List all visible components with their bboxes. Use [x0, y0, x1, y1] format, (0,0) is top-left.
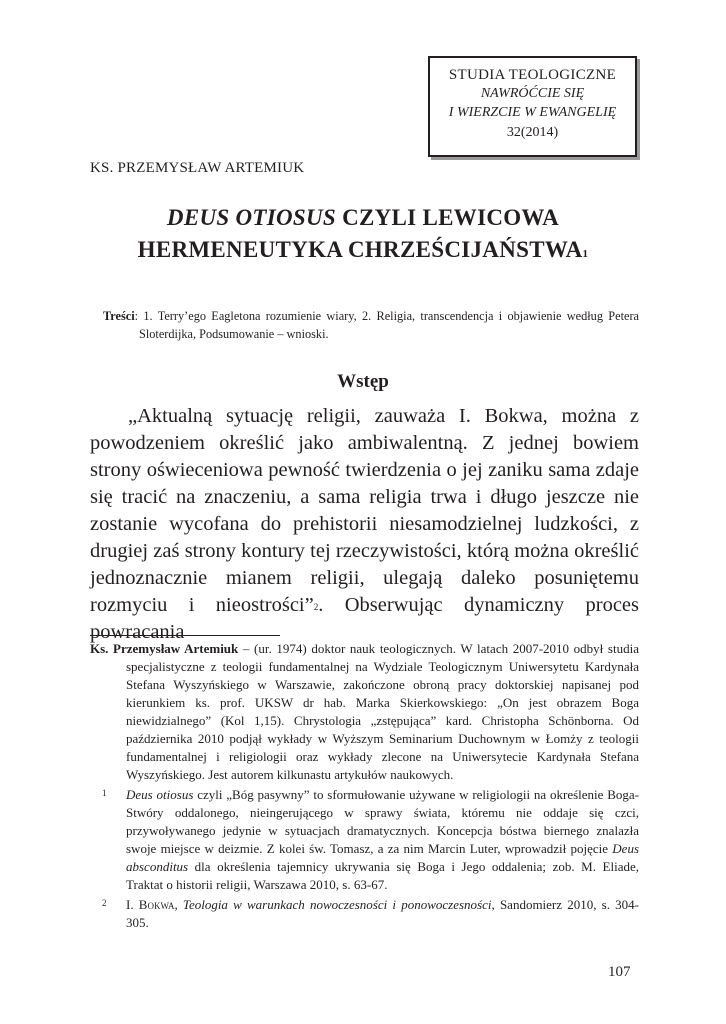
footnote-1-italic2: Deus absconditus: [126, 841, 639, 874]
footnote-1-number: 1: [102, 788, 107, 798]
title-italic-part: DEUS OTIOSUS: [166, 205, 337, 230]
footnote-rule: [90, 635, 280, 636]
footnote-2-author: Bokwa: [138, 897, 175, 912]
article-contents: [103, 307, 639, 343]
journal-motto-line1: NAWRÓĆCIE SIĘ: [480, 86, 585, 101]
article-title: [60, 202, 666, 266]
footnote-2-comma: ,: [174, 897, 183, 912]
footnote-2-number: 2: [102, 898, 107, 908]
footnote-2-initial: I.: [126, 897, 139, 912]
bio-name: Ks. Przemysław Artemiuk: [90, 641, 239, 656]
footnote-1-text-b: dla określenia tajemnicy ukrywania się Boga i Jego oddalenia; zob. M. Eliade, Traktat o historii religii, Warszawa 2010, s. 63-67.: [126, 859, 639, 892]
title-line2: HERMENEUTYKA CHRZEŚCIJAŃSTWA: [137, 237, 583, 262]
paragraph-part1: „Aktualną sytuację religii, zauważa I. Bokwa, można z powodzeniem określić jako ambiwalentną. Z jednej bowiem strony oświeceniowa pewność twierdzenia o jej zaniku sama zdaje się tracić na znaczeniu, a sama religia trwa i długo jeszcze nie zostanie wycofana do prehistorii niesamodzielnej ludzkości, z drugiej zaś strony kontury tej rzeczywistości, którą można określić jednoznacznie mianem religii, ulegają daleko posuniętemu rozmyciu i nieostrości”: [90, 405, 639, 616]
contents-label: Treści: [103, 309, 135, 323]
footnote-2-italic: Teologia w warunkach nowoczesności i ponowoczesności,: [182, 897, 495, 912]
journal-issue: 32(2014): [506, 125, 559, 140]
journal-name: STUDIA TEOLOGICZNE: [448, 67, 617, 83]
title-footnote-ref: 1: [582, 248, 589, 260]
footnote-1: [90, 786, 639, 894]
footnote-1-text-a: czyli „Bóg pasywny” to sformułowanie używane w religiologii na określenie Boga-Stwóry oddalonego, nieingerującego w sprawy świata, któremu nie oddaje się czci, przywoływanego jedynie w sytuacjach dramatycznych. Koncepcja bóstwa biernego znalazła swoje miejsce w deizmie. Z kolei św. Tomasz, a za nim Marcin Luter, wprowadził pojęcie: [126, 787, 640, 856]
body-paragraph: [90, 403, 639, 646]
paragraph-part2: . Obserwując dynamiczny proces powracania: [90, 594, 639, 643]
footnote-2-text: Sandomierz 2010, s. 304-305.: [126, 897, 640, 930]
footnotes: [90, 640, 639, 934]
journal-info-box: [428, 56, 637, 157]
journal-motto-line2: I WIERZCIE W EWANGELIĘ: [448, 105, 617, 120]
bio-text: – (ur. 1974) doktor nauk teologicznych. W latach 2007-2010 odbył studia specjalistyczne z teologii fundamentalnej na Wydziale Teologicznym Uniwersytetu Kardynała Stefana Wyszyńskiego w Warszawie, zakończone obroną pracy doktorskiej napisanej pod kierunkiem ks. prof. UKSW dr hab. Marka Skierkowskiego: „On jest obrazem Boga niewidzialnego” (Kol 1,15). Chrystologia „zstępująca” kard. Christopha Schönborna. Od października 2010 podjął wykłady w Wyższym Seminarium Duchownym w Łomży z teologii fundamentalnej i religiologii oraz wykłady zlecone na Uniwersytecie Kardynała Stefana Wyszyńskiego. Jest autorem kilkunastu artykułów naukowych.: [126, 641, 639, 782]
footnote-author-bio: [90, 640, 639, 784]
contents-text: : 1. Terry’ego Eagletona rozumienie wiary, 2. Religia, transcendencja i objawienie według Petera Sloterdijka, Podsumowanie – wnioski.: [134, 309, 639, 341]
footnote-2: [90, 896, 639, 932]
title-line1-rest: CZYLI LEWICOWA: [336, 205, 560, 230]
paragraph-footnote-ref: 2: [313, 602, 319, 612]
page-number: 107: [608, 964, 631, 980]
footnote-1-italic: Deus otiosus: [126, 787, 194, 802]
article-author: KS. PRZEMYSŁAW ARTEMIUK: [90, 160, 305, 176]
section-heading: Wstęp: [337, 371, 389, 392]
